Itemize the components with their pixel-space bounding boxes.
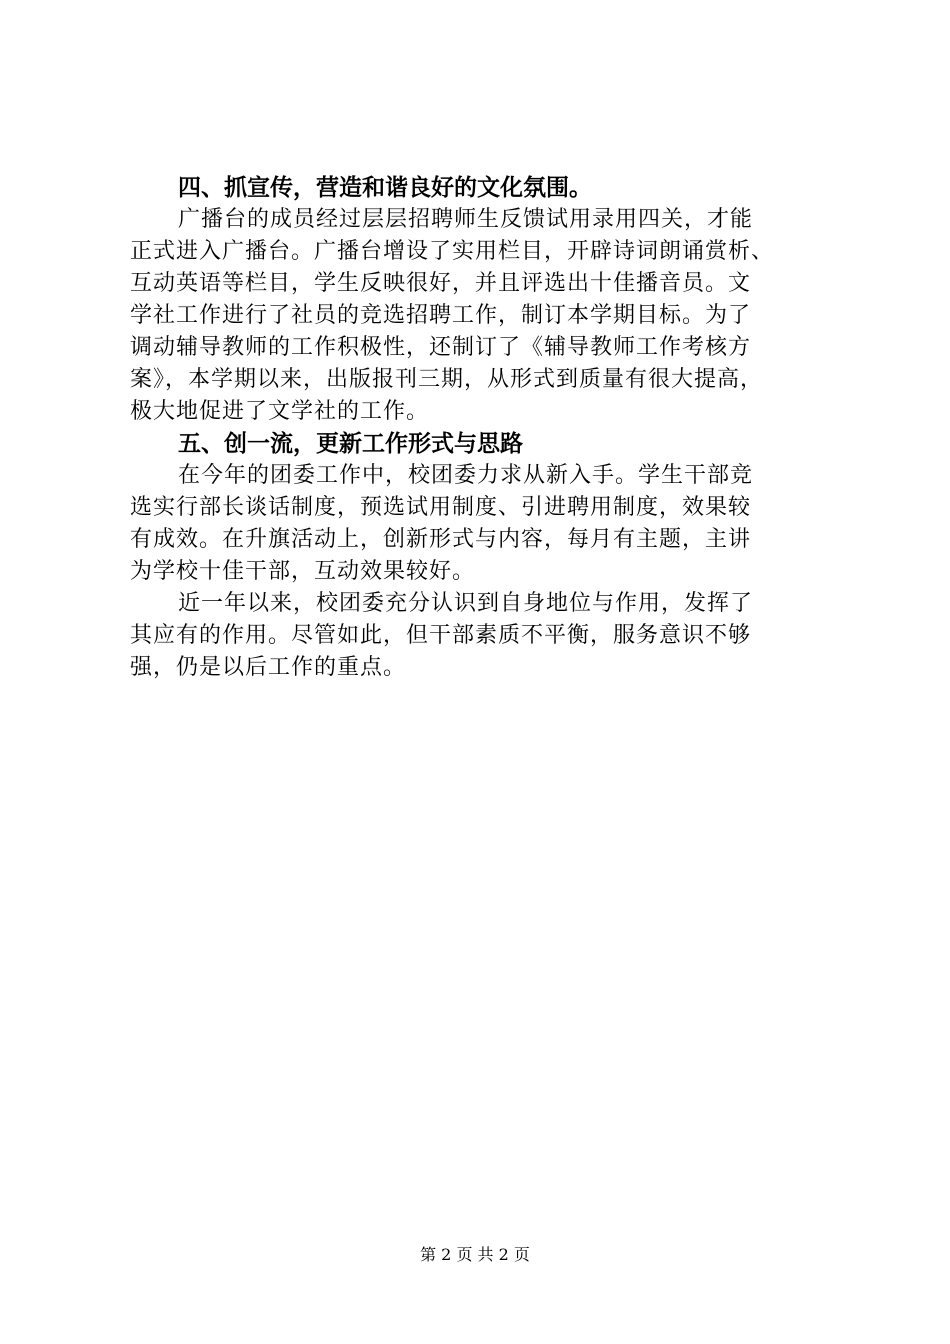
- document-body: [130, 172, 832, 684]
- text-line: 为学校十佳干部，互动效果较好。: [130, 559, 476, 584]
- section-heading-4: 四、抓宣传，营造和谐良好的文化氛围。: [178, 175, 592, 201]
- page-footer: [0, 1244, 950, 1266]
- text-line: 在今年的团委工作中，校团委力求从新入手。学生干部竞: [178, 463, 754, 488]
- section-5-paragraph-1: [130, 460, 832, 588]
- page-number-indicator: 第 2 页 共 2 页: [420, 1245, 530, 1264]
- section-heading-5: 五、创一流，更新工作形式与思路: [178, 431, 523, 457]
- text-line: 调动辅导教师的工作积极性，还制订了《辅导教师工作考核方: [130, 335, 752, 360]
- text-line: 正式进入广播台。广播台增设了实用栏目，开辟诗词朗诵赏析、: [130, 239, 775, 264]
- text-line: 有成效。在升旗活动上，创新形式与内容，每月有主题，主讲: [130, 527, 752, 552]
- text-line: 强，仍是以后工作的重点。: [130, 655, 407, 680]
- text-line: 其应有的作用。尽管如此，但干部素质不平衡，服务意识不够: [130, 623, 752, 648]
- text-line: 广播台的成员经过层层招聘师生反馈试用录用四关，才能: [178, 207, 754, 232]
- section-5-paragraph-2: [130, 588, 832, 684]
- text-line: 选实行部长谈话制度，预选试用制度、引进聘用制度，效果较: [130, 495, 752, 520]
- section-4-paragraph-1: [130, 204, 832, 428]
- text-line: 学社工作进行了社员的竞选招聘工作，制订本学期目标。为了: [130, 303, 752, 328]
- text-line: 案》，本学期以来，出版报刊三期，从形式到质量有很大提高，: [130, 367, 764, 392]
- text-line: 近一年以来，校团委充分认识到自身地位与作用，发挥了: [178, 591, 754, 616]
- text-line: 互动英语等栏目，学生反映很好，并且评选出十佳播音员。文: [130, 271, 752, 296]
- text-line: 极大地促进了文学社的工作。: [130, 399, 430, 424]
